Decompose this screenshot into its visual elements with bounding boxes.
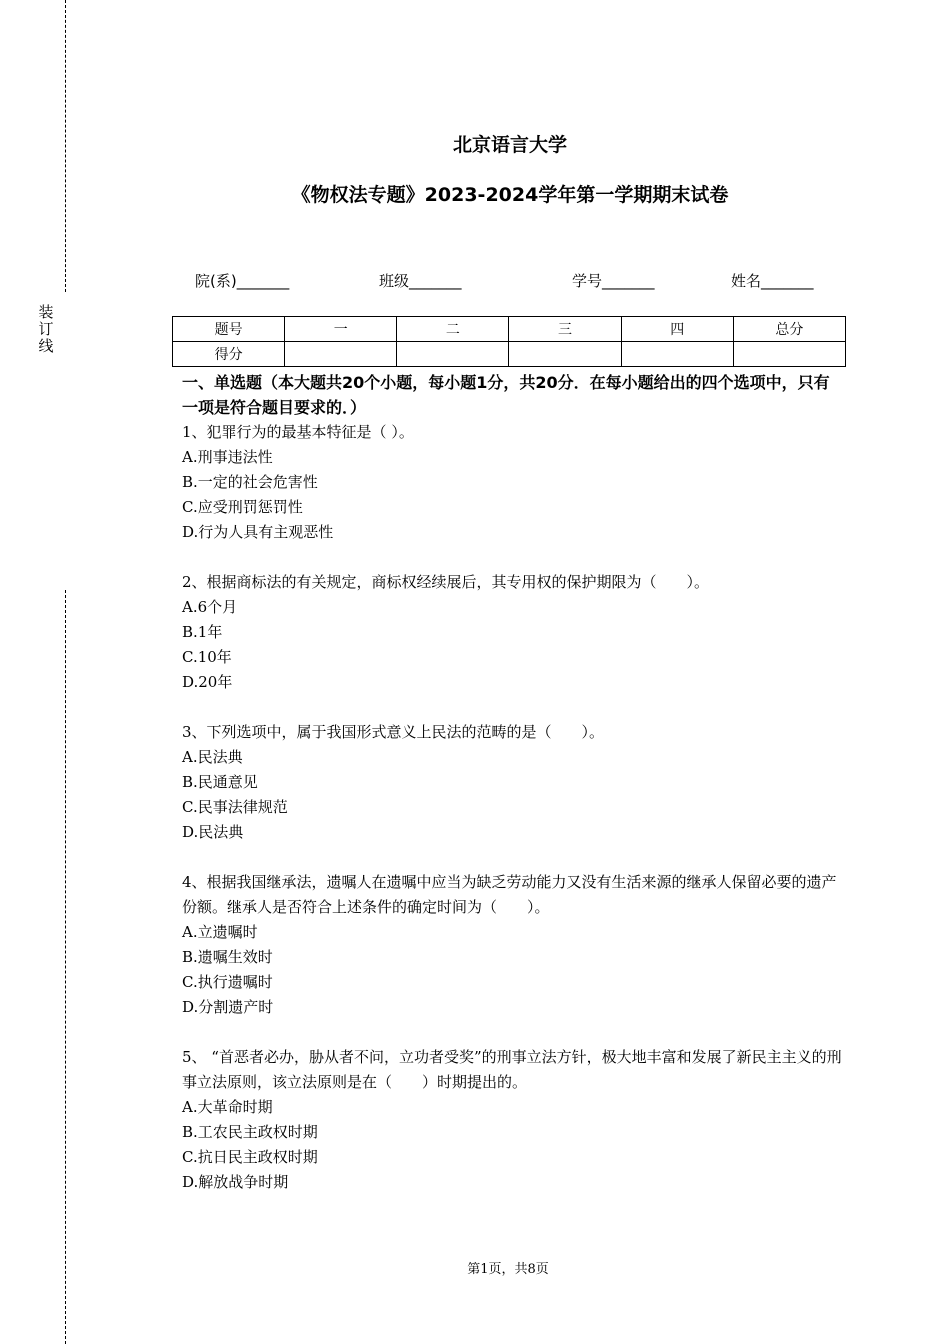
info-student-id: 学号_______ xyxy=(572,272,655,290)
page-footer: 第1页，共8页 xyxy=(467,1262,549,1277)
exam-title: 《物权法专题》2023-2024学年第一学期期末试卷 xyxy=(291,184,729,206)
binding-char: 订 xyxy=(38,320,54,338)
binding-dashed-line-bottom xyxy=(65,590,66,1344)
binding-label xyxy=(36,304,56,355)
question-option: B.工农民主政权时期 xyxy=(182,1123,318,1141)
question-stem: 2、根据商标法的有关规定，商标权经续展后，其专用权的保护期限为（ ）。 xyxy=(182,573,710,591)
score-table-cell: 二 xyxy=(397,317,509,342)
score-table-cell: 题号 xyxy=(173,317,285,342)
score-table xyxy=(172,316,846,367)
question-option: B.一定的社会危害性 xyxy=(182,473,318,491)
score-table-cell: 四 xyxy=(621,317,733,342)
score-table-cell xyxy=(509,342,621,367)
info-class: 班级_______ xyxy=(379,272,462,290)
score-table-score-row xyxy=(173,342,846,367)
question-stem: 5、 “首恶者必办，胁从者不问，立功者受奖”的刑事立法方针，极大地丰富和发展了新民主主义的刑事立法原则，该立法原则是在（ ）时期提出的。 xyxy=(182,1048,842,1091)
question-option: B.1年 xyxy=(182,623,223,641)
question-option: D.解放战争时期 xyxy=(182,1173,289,1191)
question-option: A.立遗嘱时 xyxy=(182,923,258,941)
question-item xyxy=(182,420,842,545)
question-item xyxy=(182,1045,842,1195)
question-stem: 4、根据我国继承法，遗嘱人在遗嘱中应当为缺乏劳动能力又没有生活来源的继承人保留必要的遗产份额。继承人是否符合上述条件的确定时间为（ ）。 xyxy=(182,873,837,916)
score-table-cell: 三 xyxy=(509,317,621,342)
question-option: C.民事法律规范 xyxy=(182,798,288,816)
question-option: C.执行遗嘱时 xyxy=(182,973,273,991)
score-table-cell xyxy=(397,342,509,367)
section-heading: 一、单选题（本大题共20个小题，每小题1分，共20分．在每小题给出的四个选项中，只有一项是符合题目要求的．） xyxy=(182,373,830,417)
score-table-cell xyxy=(733,342,845,367)
question-option: C.抗日民主政权时期 xyxy=(182,1148,318,1166)
question-option: B.遗嘱生效时 xyxy=(182,948,273,966)
info-name: 姓名_______ xyxy=(731,272,814,290)
score-table-cell: 一 xyxy=(285,317,397,342)
question-option: A.6个月 xyxy=(182,598,238,616)
question-option: D.行为人具有主观恶性 xyxy=(182,523,334,541)
score-table-cell xyxy=(285,342,397,367)
binding-char: 装 xyxy=(38,303,54,321)
question-option: D.民法典 xyxy=(182,823,244,841)
question-option: C.应受刑罚惩罚性 xyxy=(182,498,303,516)
score-table-header-row xyxy=(173,317,846,342)
binding-char: 线 xyxy=(38,337,54,355)
question-item xyxy=(182,870,842,1020)
question-option: C.10年 xyxy=(182,648,232,666)
question-option: B.民通意见 xyxy=(182,773,258,791)
score-table-cell xyxy=(621,342,733,367)
question-option: A.刑事违法性 xyxy=(182,448,273,466)
question-option: A.民法典 xyxy=(182,748,243,766)
question-option: A.大革命时期 xyxy=(182,1098,273,1116)
question-stem: 3、下列选项中，属于我国形式意义上民法的范畴的是（ ）。 xyxy=(182,723,605,741)
school-name: 北京语言大学 xyxy=(452,134,567,156)
question-item xyxy=(182,570,842,695)
score-table-cell: 得分 xyxy=(173,342,285,367)
question-stem: 1、犯罪行为的最基本特征是（ ）。 xyxy=(182,423,414,441)
question-item xyxy=(182,720,842,845)
info-department: 院(系)_______ xyxy=(195,272,290,290)
exam-content xyxy=(182,370,842,1220)
score-table-cell: 总分 xyxy=(733,317,845,342)
question-option: D.分割遗产时 xyxy=(182,998,274,1016)
question-option: D.20年 xyxy=(182,673,233,691)
